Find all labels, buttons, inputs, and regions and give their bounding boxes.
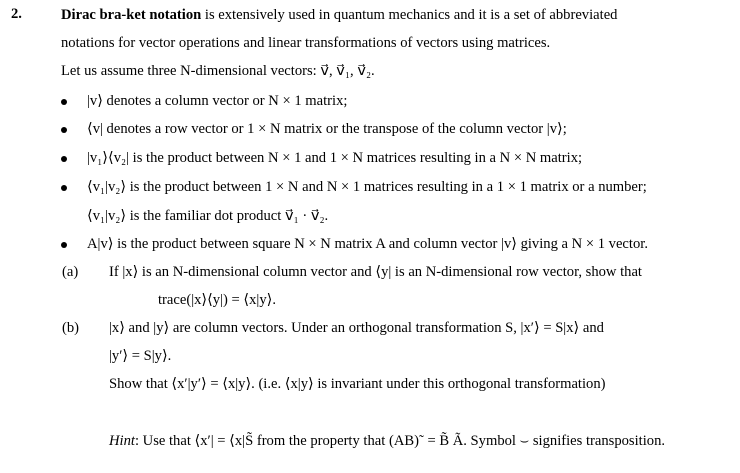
intro-line-1-rest: is extensively used in quantum mechanics and it is a set of abbreviated — [201, 7, 618, 23]
intro-line-2: notations for vector operations and linear transformations of vectors using matrices. — [61, 35, 551, 51]
part-b-hint — [109, 432, 665, 450]
intro-term: Dirac bra-ket notation — [61, 7, 202, 23]
bullet-item-1: |v⟩ denotes a column vector or N × 1 matrix; — [87, 93, 348, 109]
bullet-dot-4 — [61, 185, 67, 191]
part-a-label: (a) — [62, 264, 79, 280]
intro-line-3: Let us assume three N-dimensional vectors: v⃗, v⃗₁, v⃗₂. — [61, 63, 375, 79]
part-b-line-1: |x⟩ and |y⟩ are column vectors. Under an orthogonal transformation S, |x′⟩ = S|x⟩ and — [109, 320, 604, 336]
bullet-dot-5 — [61, 242, 67, 248]
part-a-line-1: If |x⟩ is an N-dimensional column vector and ⟨y| is an N-dimensional row vector, show that — [109, 264, 642, 280]
bullet-item-3: |v₁⟩⟨v₂| is the product between N × 1 and 1 × N matrices resulting in a N × N matrix; — [87, 150, 583, 166]
part-b-label: (b) — [62, 320, 80, 336]
problem-number: 2. — [11, 6, 22, 22]
part-b-line-2: |y′⟩ = S|y⟩. — [109, 348, 172, 364]
bullet-dot-2 — [61, 127, 67, 133]
part-a-equation: trace(|x⟩⟨y|) = ⟨x|y⟩. — [158, 292, 276, 308]
bullet-dot-3 — [61, 156, 67, 162]
bullet-item-5: A|v⟩ is the product between square N × N matrix A and column vector |v⟩ giving a N × 1 vector. — [87, 236, 648, 252]
hint-label: Hint — [109, 433, 135, 449]
bullet-item-2: ⟨v| denotes a row vector or 1 × N matrix or the transpose of the column vector |v⟩; — [87, 121, 567, 137]
bullet-dot-1 — [61, 99, 67, 105]
bullet-item-4-continued: ⟨v₁|v₂⟩ is the familiar dot product v⃗₁ · v⃗₂. — [87, 208, 329, 224]
bullet-item-4: ⟨v₁|v₂⟩ is the product between 1 × N and N × 1 matrices resulting in a 1 × 1 matrix or a number; — [87, 179, 647, 195]
hint-text: : Use that ⟨x′| = ⟨x|S̃ from the property that (AB)˜ = B̃ Ã. Symbol ⌣ signifies transposition. — [134, 433, 666, 449]
part-b-line-3: Show that ⟨x′|y′⟩ = ⟨x|y⟩. (i.e. ⟨x|y⟩ is invariant under this orthogonal transformation) — [109, 376, 606, 392]
intro-line-1 — [61, 6, 617, 24]
